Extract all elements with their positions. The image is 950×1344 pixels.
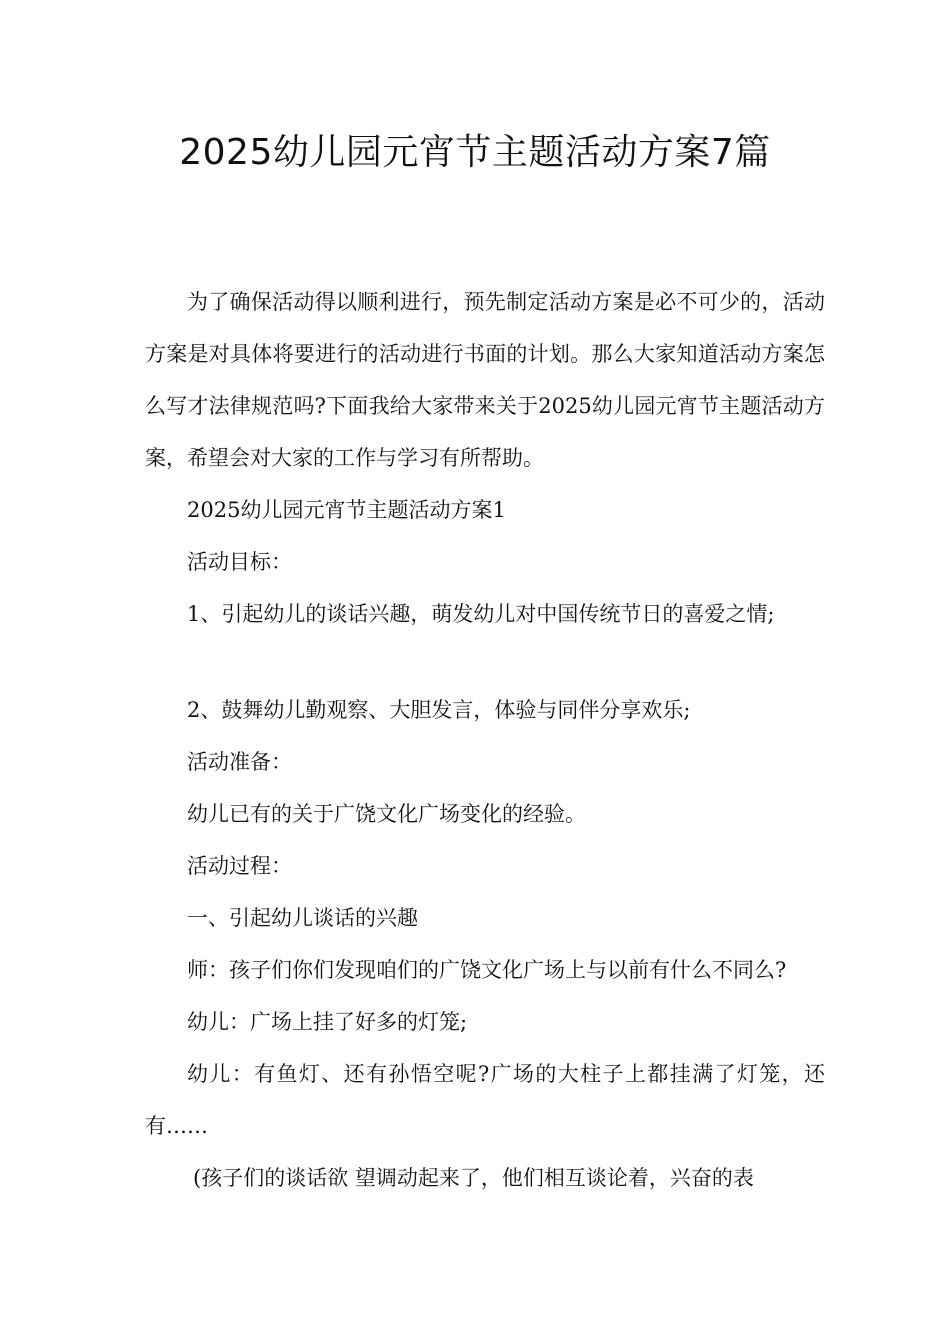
- goal-heading: 活动目标：: [187, 550, 292, 574]
- intro-paragraph: 为了确保活动得以顺利进行，预先制定活动方案是必不可少的，活动方案是对具体将要进行的活动进行书面的计划。那么大家知道活动方案怎么写才法律规范吗?下面我给大家带来关于2025幼儿园元宵节主题活动方案，希望会对大家的工作与学习有所帮助。: [145, 290, 825, 470]
- goal-item: 1、引起幼儿的谈话兴趣，萌发幼儿对中国传统节日的喜爱之情;: [187, 602, 775, 626]
- dialogue-line: 师：孩子们你们发现咱们的广饶文化广场上与以前有什么不同么?: [187, 958, 787, 982]
- preparation-heading: 活动准备：: [187, 750, 292, 774]
- document-title: 2025幼儿园元宵节主题活动方案7篇: [179, 132, 771, 173]
- dialogue-line: 幼儿：有鱼灯、还有孙悟空呢?广场的大柱子上都挂满了灯笼，还有……: [145, 1062, 825, 1138]
- process-step: 一、引起幼儿谈话的兴趣: [187, 906, 418, 930]
- goal-item: 2、鼓舞幼儿勤观察、大胆发言，体验与同伴分享欢乐;: [187, 698, 691, 722]
- process-heading: 活动过程：: [187, 854, 292, 878]
- document-body: [145, 276, 825, 1204]
- preparation-text: 幼儿已有的关于广饶文化广场变化的经验。: [187, 802, 586, 826]
- dialogue-line: 幼儿：广场上挂了好多的灯笼;: [187, 1010, 468, 1034]
- section-heading: 2025幼儿园元宵节主题活动方案1: [187, 498, 506, 522]
- narration-paragraph: (孩子们的谈话欲 望调动起来了，他们相互谈论着，兴奋的表: [193, 1166, 754, 1190]
